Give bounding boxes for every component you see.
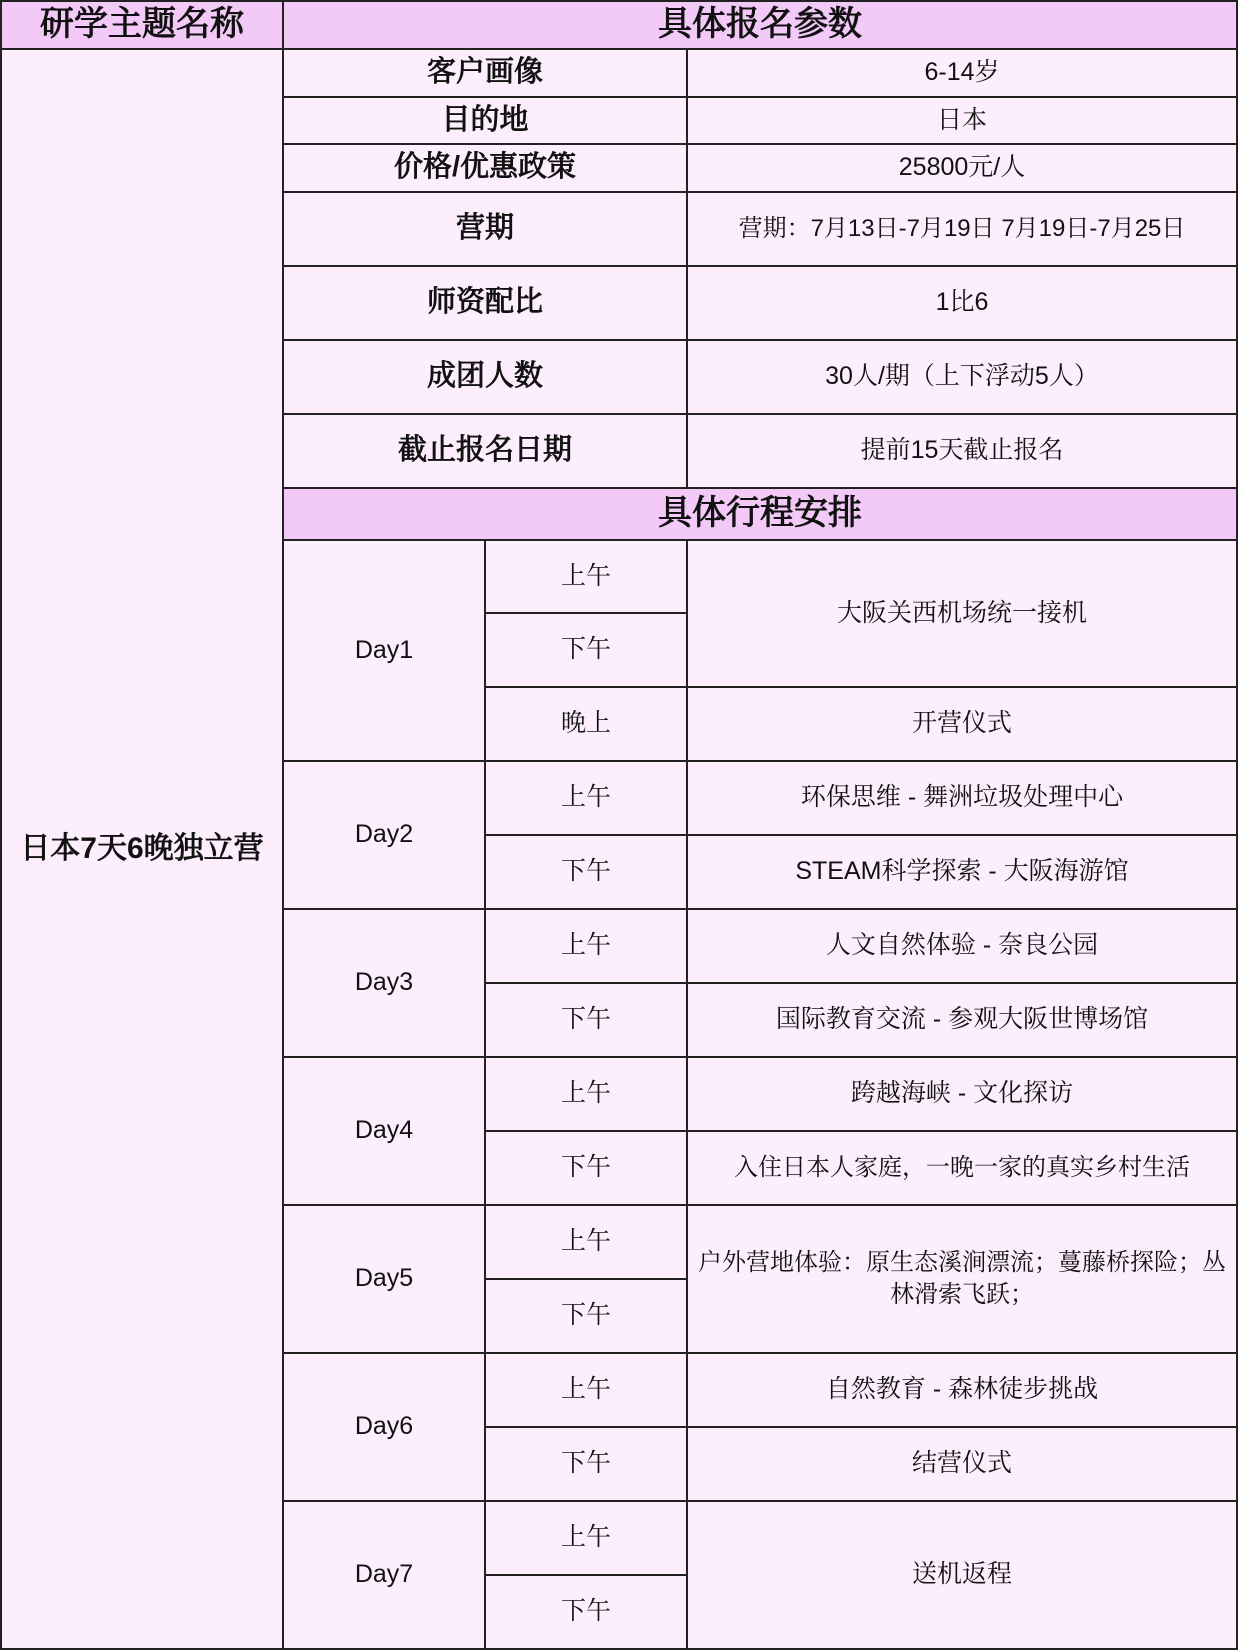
day-label: Day6	[284, 1354, 486, 1502]
param-label-destination: 目的地	[284, 98, 688, 145]
param-label-price: 价格/优惠政策	[284, 145, 688, 193]
param-value-ratio: 1比6	[688, 267, 1238, 341]
period-cell: 上午	[486, 1354, 688, 1428]
period-cell: 下午	[486, 1280, 688, 1354]
day-label: Day3	[284, 910, 486, 1058]
period-cell: 晚上	[486, 688, 688, 762]
activity-cell: 入住日本人家庭，一晚一家的真实乡村生活	[688, 1132, 1238, 1206]
topic-header: 研学主题名称	[0, 0, 284, 50]
activity-cell: 送机返程	[688, 1502, 1238, 1650]
period-cell: 下午	[486, 836, 688, 910]
day-label: Day2	[284, 762, 486, 910]
activity-cell: 人文自然体验 - 奈良公园	[688, 910, 1238, 984]
period-cell: 下午	[486, 1576, 688, 1650]
param-label-session: 营期	[284, 193, 688, 267]
activity-cell: 自然教育 - 森林徒步挑战	[688, 1354, 1238, 1428]
period-cell: 上午	[486, 1206, 688, 1280]
period-cell: 下午	[486, 984, 688, 1058]
param-label-ratio: 师资配比	[284, 267, 688, 341]
param-label-group-size: 成团人数	[284, 341, 688, 415]
day-label: Day5	[284, 1206, 486, 1354]
period-cell: 上午	[486, 762, 688, 836]
day-label: Day4	[284, 1058, 486, 1206]
activity-cell: 跨越海峡 - 文化探访	[688, 1058, 1238, 1132]
topic-name-cell: 日本7天6晚独立营	[0, 50, 284, 1650]
param-value-destination: 日本	[688, 98, 1238, 145]
activity-cell: 大阪关西机场统一接机	[688, 541, 1238, 688]
param-value-session: 营期：7月13日-7月19日 7月19日-7月25日	[688, 193, 1238, 267]
period-cell: 下午	[486, 1428, 688, 1502]
param-value-price: 25800元/人	[688, 145, 1238, 193]
day-label: Day7	[284, 1502, 486, 1650]
param-value-customer: 6-14岁	[688, 50, 1238, 98]
activity-cell: 开营仪式	[688, 688, 1238, 762]
period-cell: 上午	[486, 1058, 688, 1132]
period-cell: 下午	[486, 614, 688, 688]
activity-cell: 结营仪式	[688, 1428, 1238, 1502]
param-label-customer: 客户画像	[284, 50, 688, 98]
period-cell: 上午	[486, 1502, 688, 1576]
param-value-group-size: 30人/期（上下浮动5人）	[688, 341, 1238, 415]
activity-cell: 户外营地体验：原生态溪涧漂流；蔓藤桥探险；丛林滑索飞跃；	[688, 1206, 1238, 1354]
activity-cell: 国际教育交流 - 参观大阪世博场馆	[688, 984, 1238, 1058]
params-header: 具体报名参数	[284, 0, 1238, 50]
day-label: Day1	[284, 541, 486, 762]
period-cell: 下午	[486, 1132, 688, 1206]
period-cell: 上午	[486, 910, 688, 984]
schedule-header: 具体行程安排	[284, 489, 1238, 541]
activity-cell: 环保思维 - 舞洲垃圾处理中心	[688, 762, 1238, 836]
param-value-deadline: 提前15天截止报名	[688, 415, 1238, 489]
param-label-deadline: 截止报名日期	[284, 415, 688, 489]
activity-cell: STEAM科学探索 - 大阪海游馆	[688, 836, 1238, 910]
period-cell: 上午	[486, 541, 688, 614]
